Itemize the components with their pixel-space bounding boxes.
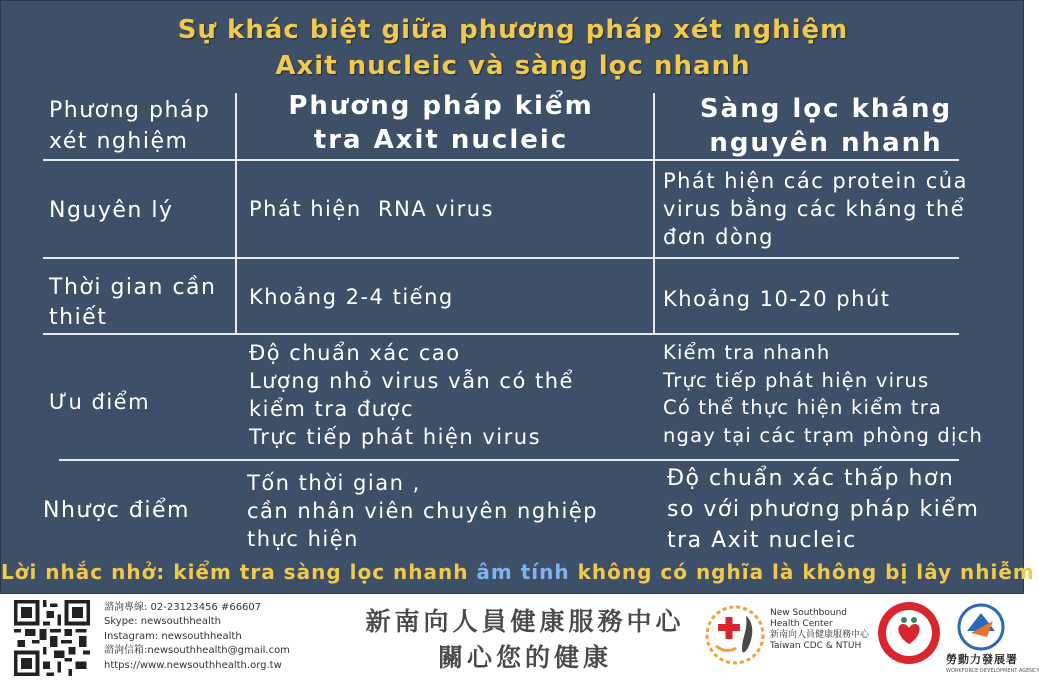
nsh-center-logo-text: New Southbound Health Center 新南向人員健康服務中心 Taiwan CDC & NTUH — [770, 608, 870, 651]
row-principle-label: Nguyên lý — [49, 198, 174, 223]
header-rapid-antigen: Sàng lọc kháng nguyên nhanh — [699, 94, 953, 158]
table-divider-v2 — [653, 93, 655, 333]
wda-logo-text: 勞動力發展署 — [946, 653, 1018, 666]
table-divider-h4 — [59, 459, 959, 461]
row-principle-rapid: Phát hiện các protein của virus bằng các kháng thể đơn dòng — [663, 169, 968, 249]
wda-logo-icon — [953, 603, 1009, 651]
nsh-center-logo-icon — [702, 602, 768, 668]
qr-code-icon — [12, 600, 92, 676]
table-divider-h3 — [43, 333, 959, 335]
wda-logo-subtext: WORKFORCE DEVELOPMENT AGENCY — [946, 668, 1039, 674]
row-time-rapid: Khoảng 10-20 phút — [663, 287, 891, 311]
contact-hotline: 諮詢專線: 02-23123456 #66607 — [104, 602, 262, 613]
table-divider-v1 — [235, 93, 237, 333]
row-disadvantages-nucleic: Tốn thời gian , cần nhân viên chuyên nghiệp thực hiện — [247, 471, 599, 551]
title-line-1: Sự khác biệt giữa phương pháp xét nghiệm — [177, 15, 849, 45]
contact-skype: Skype: newsouthhealth — [104, 616, 221, 628]
row-time-nucleic: Khoảng 2-4 tiếng — [249, 285, 454, 309]
reminder-highlight: âm tính — [476, 560, 570, 584]
row-advantages-rapid: Kiểm tra nhanh Trực tiếp phát hiện virus Có thể thực hiện kiểm tra ngay tại các trạm phòng dịch — [663, 341, 984, 447]
row-principle-nucleic: Phát hiện RNA virus — [249, 197, 494, 221]
contact-website[interactable]: https://www.newsouthhealth.org.tw — [104, 659, 282, 671]
reminder-note — [1, 560, 1035, 584]
reminder-text-after: không có nghĩa là không bị lây nhiễm — [569, 560, 1035, 584]
center-slogan: 關心您的健康 — [437, 643, 612, 672]
header-method-label: Phương pháp xét nghiệm — [49, 98, 211, 154]
title-line-2: Axit nucleic và sàng lọc nhanh — [275, 51, 751, 81]
center-name: 新南向人員健康服務中心 — [365, 607, 685, 636]
reminder-text-before: Lời nhắc nhở: kiểm tra sàng lọc nhanh — [1, 560, 477, 584]
contact-info — [104, 601, 290, 673]
contact-instagram: Instagram: newsouthhealth — [104, 630, 242, 642]
row-time-label: Thời gian cần thiết — [49, 275, 217, 330]
row-disadvantages-label: Nhược điểm — [43, 498, 190, 523]
contact-email[interactable]: 諮詢信箱:newsouthhealth@gmail.com — [104, 645, 290, 657]
row-disadvantages-rapid: Độ chuẩn xác thấp hơn so với phương pháp kiểm tra Axit nucleic — [667, 466, 980, 553]
row-advantages-label: Ưu điểm — [49, 390, 151, 414]
row-advantages-nucleic: Độ chuẩn xác cao Lượng nhỏ virus vẫn có thể kiểm tra được Trực tiếp phát hiện virus — [249, 341, 574, 449]
hospital-seal-logo-icon — [876, 600, 942, 666]
header-nucleic-method: Phương pháp kiểm tra Axit nucleic — [288, 91, 594, 155]
center-name-block — [340, 604, 710, 676]
table-divider-h2 — [43, 257, 959, 259]
